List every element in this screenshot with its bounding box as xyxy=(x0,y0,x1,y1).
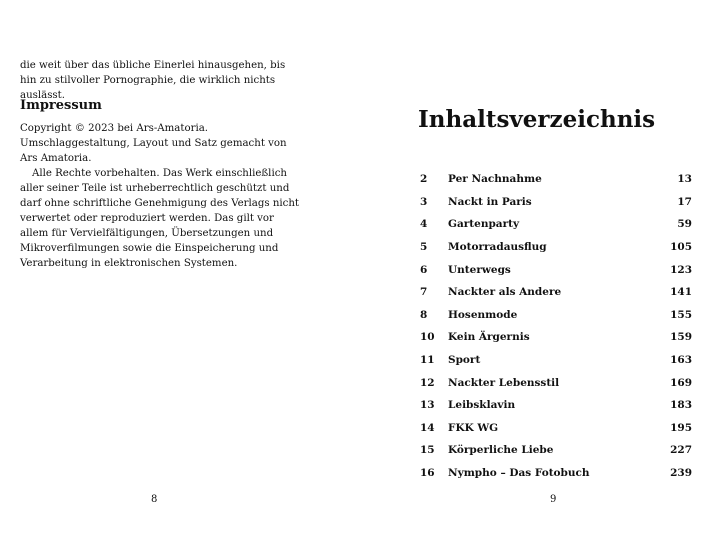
toc-row[interactable] xyxy=(420,258,692,281)
toc-chapter-title: Leibsklavin xyxy=(448,399,516,412)
page-number-left: 8 xyxy=(151,494,158,505)
toc-chapter-title: Hosenmode xyxy=(448,308,518,321)
toc-chapter-title: Körperliche Liebe xyxy=(448,444,554,457)
toc-page-number: 183 xyxy=(670,399,692,412)
toc-page-number: 227 xyxy=(670,444,692,457)
toc-row[interactable] xyxy=(420,417,692,440)
toc-chapter-title: Sport xyxy=(448,354,481,367)
toc-page-number: 123 xyxy=(670,263,692,276)
toc-chapter-number: 14 xyxy=(420,421,435,434)
toc-page-number: 159 xyxy=(670,331,692,344)
toc-chapter-title: Nackter Lebensstil xyxy=(448,376,560,389)
toc-row[interactable] xyxy=(420,304,692,327)
toc-page-number: 239 xyxy=(670,467,692,480)
toc-page-number: 141 xyxy=(670,286,692,299)
toc-row[interactable] xyxy=(420,236,692,259)
toc-chapter-number: 3 xyxy=(420,195,428,208)
toc-page-number: 17 xyxy=(677,195,692,208)
toc-chapter-title: Per Nachnahme xyxy=(448,173,542,186)
impressum-rights: Alle Rechte vorbehalten. Das Werk einschließlich aller seiner Teile ist urheberrechtlich geschützt und darf ohne schriftliche Genehmigung des Verlags nicht verwertet oder reproduziert werden. Das gilt vor allem für Vervielfältigungen, Übersetzungen und Mikroverfilmungen sowie die Einspeicherung und Verarbeitung in elektronischen Systemen. xyxy=(20,168,300,269)
toc-chapter-title: FKK WG xyxy=(448,421,499,434)
toc-chapter-number: 16 xyxy=(420,467,435,480)
toc-row[interactable] xyxy=(420,371,692,394)
table-of-contents xyxy=(420,168,692,484)
toc-chapter-number: 4 xyxy=(420,218,428,231)
toc-chapter-number: 15 xyxy=(420,444,435,457)
toc-page-number: 163 xyxy=(670,354,692,367)
toc-row[interactable] xyxy=(420,168,692,191)
toc-chapter-number: 8 xyxy=(420,308,428,321)
toc-row[interactable] xyxy=(420,191,692,214)
toc-page-number: 13 xyxy=(677,173,692,186)
toc-chapter-number: 13 xyxy=(420,399,435,412)
toc-chapter-title: Motorradausflug xyxy=(448,241,547,254)
toc-chapter-title: Gartenparty xyxy=(448,218,520,231)
toc-row[interactable] xyxy=(420,462,692,485)
toc-row[interactable] xyxy=(420,326,692,349)
toc-chapter-number: 11 xyxy=(420,354,435,367)
toc-chapter-number: 10 xyxy=(420,331,435,344)
impressum-text xyxy=(20,121,302,271)
toc-chapter-number: 12 xyxy=(420,376,435,389)
toc-chapter-number: 2 xyxy=(420,173,428,186)
toc-page-number: 155 xyxy=(670,308,692,321)
toc-chapter-number: 6 xyxy=(420,263,428,276)
toc-chapter-title: Nackter als Andere xyxy=(448,286,562,299)
toc-title: Inhaltsverzeichnis xyxy=(418,106,656,133)
toc-page-number: 105 xyxy=(670,241,692,254)
toc-row[interactable] xyxy=(420,439,692,462)
impressum-heading: Impressum xyxy=(20,98,102,113)
toc-row[interactable] xyxy=(420,281,692,304)
right-page xyxy=(360,0,720,541)
toc-row[interactable] xyxy=(420,349,692,372)
impressum-copyright: Copyright © 2023 bei Ars-Amatoria. Umschlaggestaltung, Layout und Satz gemacht von Ars Amatoria. xyxy=(20,123,287,164)
toc-page-number: 195 xyxy=(670,421,692,434)
intro-paragraph: die weit über das übliche Einerlei hinausgehen, bis hin zu stilvoller Pornographie, die wirklich nichts auslässt. xyxy=(20,60,286,101)
toc-page-number: 59 xyxy=(677,218,692,231)
toc-chapter-title: Kein Ärgernis xyxy=(448,331,530,344)
toc-row[interactable] xyxy=(420,213,692,236)
toc-page-number: 169 xyxy=(670,376,692,389)
page-number-right: 9 xyxy=(550,494,557,505)
toc-chapter-title: Nackt in Paris xyxy=(448,195,532,208)
toc-chapter-number: 5 xyxy=(420,241,428,254)
toc-chapter-title: Nympho – Das Fotobuch xyxy=(448,467,590,480)
toc-chapter-number: 7 xyxy=(420,286,428,299)
toc-row[interactable] xyxy=(420,394,692,417)
toc-chapter-title: Unterwegs xyxy=(448,263,511,276)
